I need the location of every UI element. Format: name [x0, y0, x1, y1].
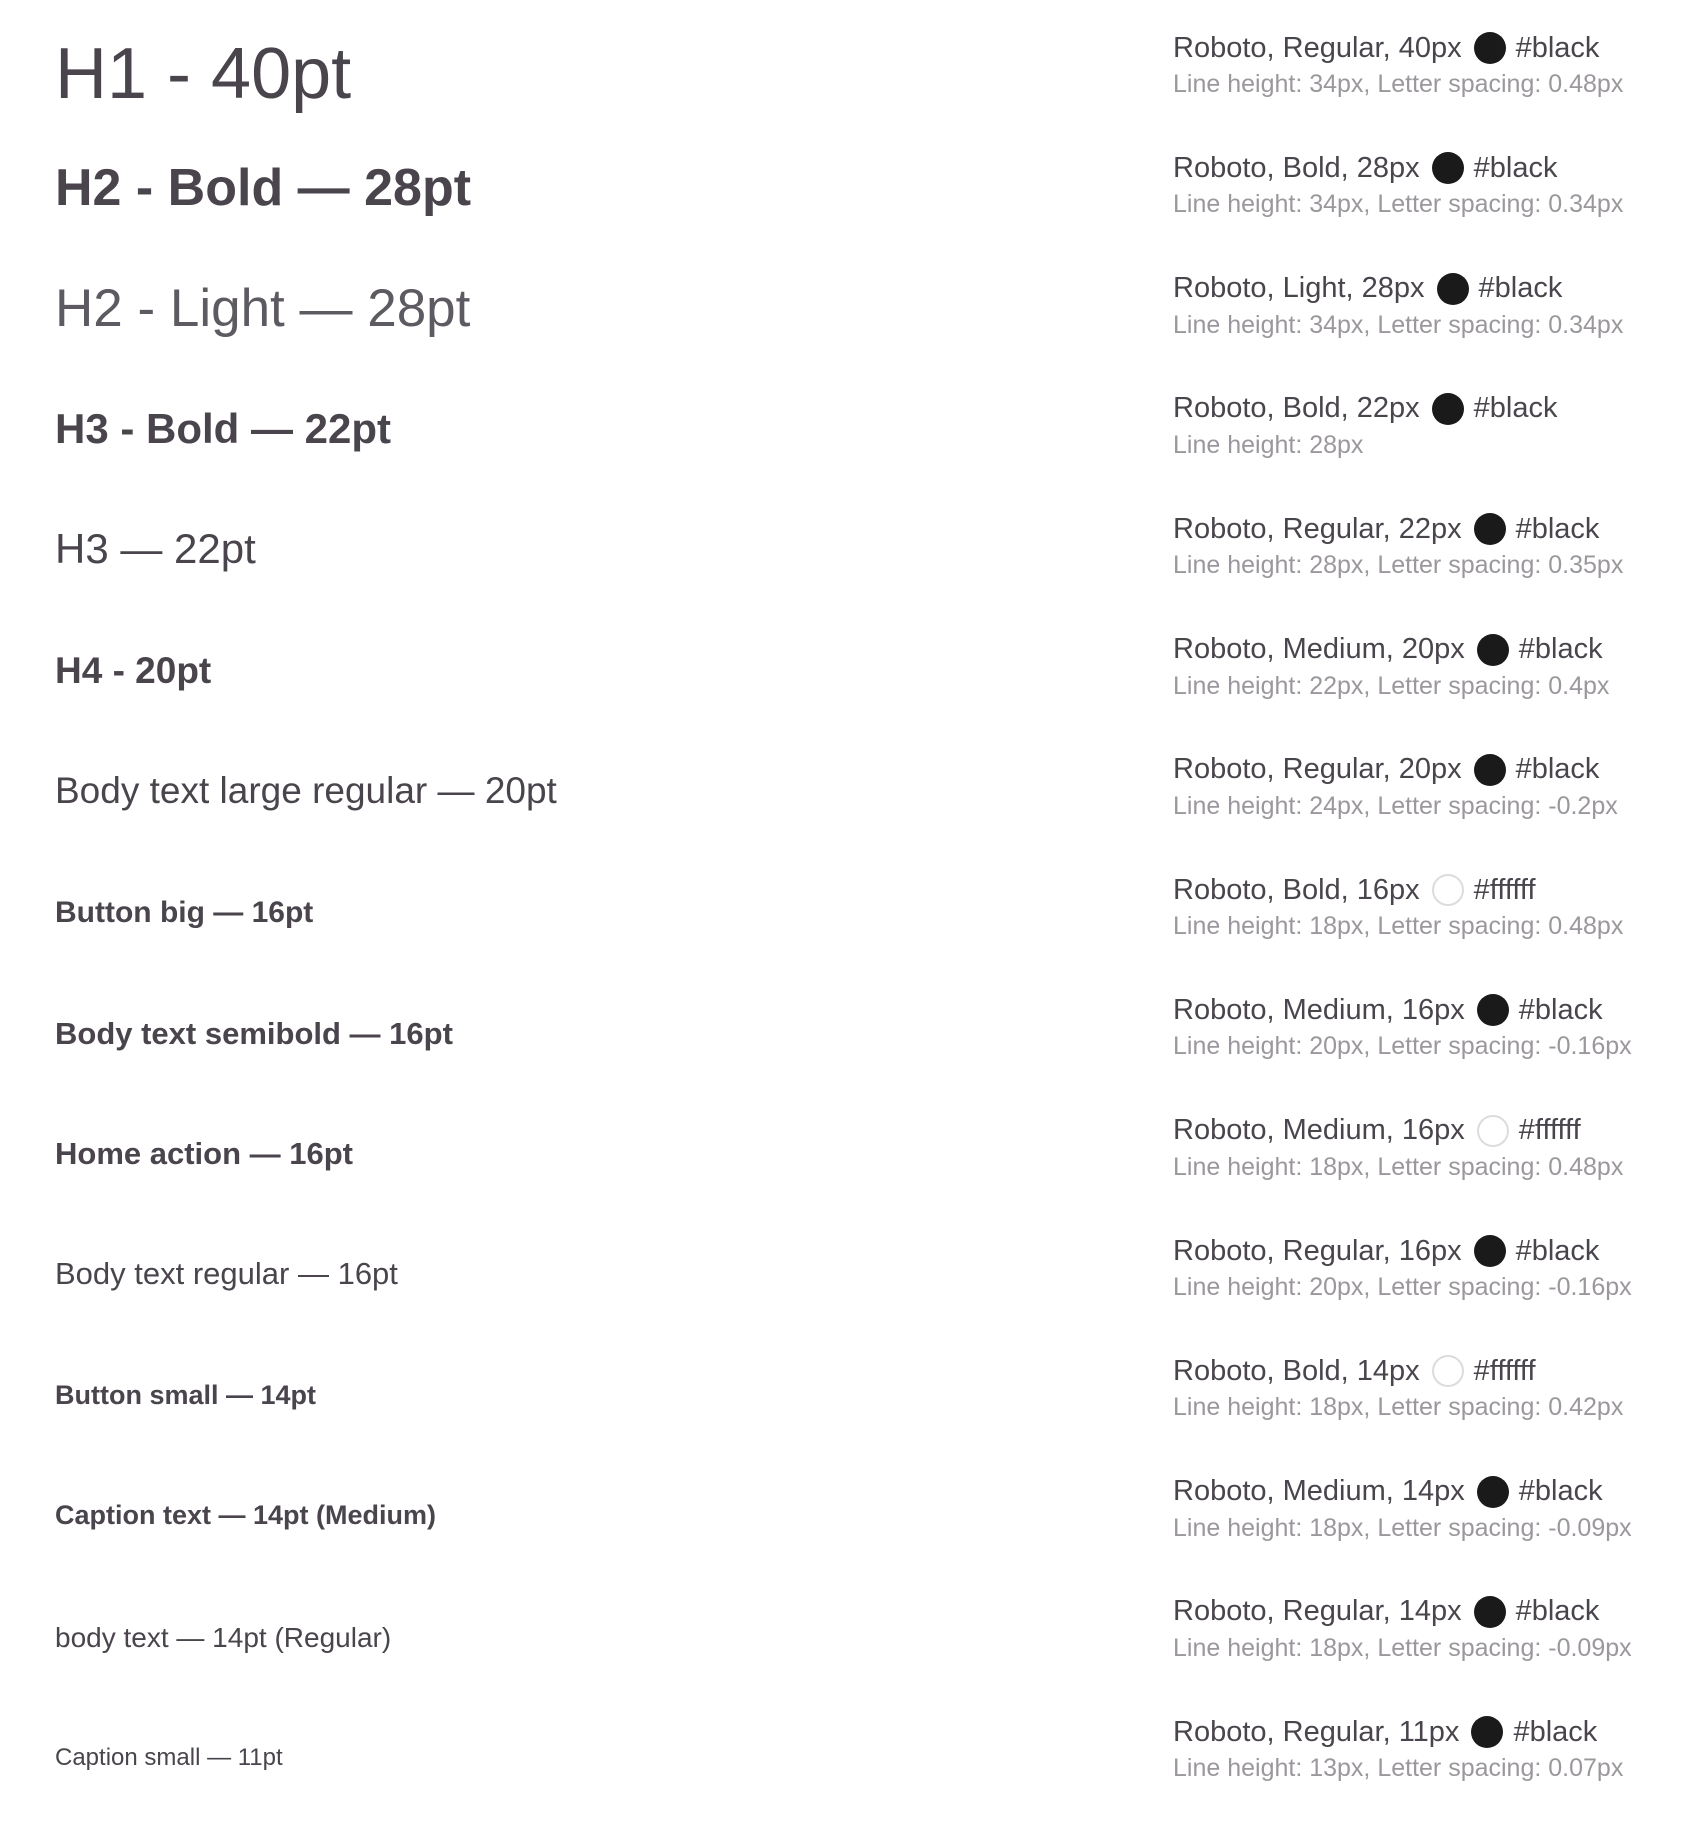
color-swatch-icon — [1474, 32, 1506, 64]
font-spec: Roboto, Regular, 22px — [1173, 512, 1462, 545]
typography-row — [0, 361, 1700, 481]
color-swatch-icon — [1437, 273, 1469, 305]
typography-row — [0, 1083, 1700, 1203]
font-spec: Roboto, Bold, 14px — [1173, 1354, 1420, 1387]
font-spec: Roboto, Medium, 16px — [1173, 1114, 1465, 1147]
color-name: #black — [1478, 272, 1563, 305]
color-swatch-icon — [1477, 994, 1509, 1026]
metrics-spec: Line height: 34px, Letter spacing: 0.48px — [1173, 70, 1624, 98]
color-name: #black — [1515, 1595, 1600, 1628]
color-name: #black — [1473, 151, 1558, 184]
metrics-spec: Line height: 18px, Letter spacing: 0.48px — [1173, 912, 1624, 941]
typography-row — [0, 842, 1700, 962]
type-sample: H2 - Bold — 28pt — [55, 158, 472, 217]
color-name: #black — [1515, 1234, 1600, 1267]
type-sample: Caption small — 11pt — [55, 1743, 283, 1771]
font-spec: Roboto, Bold, 22px — [1173, 392, 1420, 425]
font-spec: Roboto, Regular, 16px — [1173, 1234, 1462, 1267]
color-swatch-icon — [1477, 1476, 1509, 1508]
typography-row — [0, 120, 1700, 240]
color-swatch-icon — [1432, 152, 1464, 184]
font-spec-line — [1173, 630, 1693, 670]
type-spec — [1173, 1712, 1693, 1783]
color-swatch-icon — [1477, 1115, 1509, 1147]
typography-row — [0, 1444, 1700, 1564]
typography-row — [0, 602, 1700, 722]
font-spec-line — [1173, 1231, 1693, 1271]
font-spec: Roboto, Regular, 14px — [1173, 1595, 1462, 1628]
font-spec: Roboto, Bold, 28px — [1173, 151, 1420, 184]
type-spec — [1173, 1592, 1693, 1663]
font-spec: Roboto, Regular, 20px — [1173, 753, 1462, 786]
font-spec: Roboto, Regular, 40px — [1173, 31, 1462, 64]
type-spec — [1173, 870, 1693, 941]
type-sample: Button small — 14pt — [55, 1379, 317, 1410]
metrics-spec: Line height: 20px, Letter spacing: -0.16px — [1173, 1273, 1632, 1301]
color-swatch-icon — [1432, 874, 1464, 906]
metrics-spec: Line height: 22px, Letter spacing: 0.4px — [1173, 671, 1610, 700]
metrics-spec: Line height: 18px, Letter spacing: 0.48px — [1173, 1152, 1624, 1181]
font-spec-line — [1173, 990, 1693, 1030]
metrics-spec: Line height: 18px, Letter spacing: -0.09px — [1173, 1633, 1632, 1662]
font-spec-line — [1173, 1351, 1693, 1391]
font-spec-line — [1173, 389, 1693, 429]
type-sample: Body text semibold — 16pt — [55, 1015, 453, 1051]
color-swatch-icon — [1474, 754, 1506, 786]
font-spec-line — [1173, 269, 1693, 309]
font-spec: Roboto, Medium, 14px — [1173, 1475, 1465, 1508]
metrics-spec: Line height: 18px, Letter spacing: -0.09px — [1173, 1513, 1632, 1542]
color-name: #ffffff — [1473, 1354, 1536, 1387]
font-spec-line — [1173, 1111, 1693, 1151]
typography-row — [0, 481, 1700, 601]
type-sample: H3 - Bold — 22pt — [55, 404, 392, 452]
type-spec — [1173, 1472, 1693, 1543]
color-name: #black — [1515, 753, 1600, 786]
type-sample: Button big — 16pt — [55, 895, 314, 929]
font-spec-line — [1173, 1592, 1693, 1632]
type-spec — [1173, 1351, 1693, 1422]
type-spec — [1173, 750, 1693, 821]
font-spec: Roboto, Medium, 16px — [1173, 993, 1465, 1026]
type-sample: H4 - 20pt — [55, 650, 212, 691]
type-spec — [1173, 509, 1693, 580]
type-sample: Body text regular — 16pt — [55, 1256, 398, 1291]
type-sample: Caption text — 14pt (Medium) — [55, 1499, 437, 1530]
font-spec-line — [1173, 509, 1693, 549]
typography-row — [0, 241, 1700, 361]
color-name: #black — [1515, 31, 1600, 64]
color-swatch-icon — [1471, 1716, 1503, 1748]
typography-row — [0, 1323, 1700, 1443]
typography-row — [0, 722, 1700, 842]
metrics-spec: Line height: 34px, Letter spacing: 0.34px — [1173, 190, 1624, 219]
type-sample: Home action — 16pt — [55, 1135, 353, 1171]
font-spec-line — [1173, 750, 1693, 790]
type-spec — [1173, 630, 1693, 701]
color-swatch-icon — [1474, 513, 1506, 545]
typography-row — [0, 1203, 1700, 1323]
font-spec: Roboto, Medium, 20px — [1173, 633, 1465, 665]
type-sample: Body text large regular — 20pt — [55, 769, 557, 811]
metrics-spec: Line height: 24px, Letter spacing: -0.2px — [1173, 791, 1618, 820]
color-name: #black — [1518, 993, 1603, 1026]
type-sample: H3 — 22pt — [55, 524, 256, 572]
typography-row — [0, 1564, 1700, 1684]
color-swatch-icon — [1477, 634, 1509, 666]
color-name: #black — [1518, 1475, 1603, 1508]
color-swatch-icon — [1432, 393, 1464, 425]
type-spec — [1173, 269, 1693, 340]
color-swatch-icon — [1432, 1355, 1464, 1387]
color-name: #ffffff — [1473, 873, 1536, 906]
font-spec: Roboto, Bold, 16px — [1173, 873, 1420, 906]
type-spec — [1173, 148, 1693, 219]
type-spec — [1173, 28, 1693, 99]
typography-row — [0, 962, 1700, 1082]
type-spec — [1173, 1111, 1693, 1182]
color-name: #ffffff — [1518, 1114, 1581, 1147]
type-sample: H2 - Light — 28pt — [55, 278, 471, 338]
type-spec — [1173, 389, 1693, 460]
color-swatch-icon — [1474, 1596, 1506, 1628]
font-spec-line — [1173, 28, 1693, 68]
color-name: #black — [1515, 512, 1600, 545]
typography-row — [0, 0, 1700, 120]
font-spec: Roboto, Light, 28px — [1173, 272, 1425, 305]
font-spec-line — [1173, 870, 1693, 910]
color-name: #black — [1473, 392, 1558, 425]
metrics-spec: Line height: 34px, Letter spacing: 0.34px — [1173, 310, 1624, 339]
type-sample: body text — 14pt (Regular) — [55, 1621, 392, 1653]
metrics-spec: Line height: 18px, Letter spacing: 0.42px — [1173, 1393, 1624, 1422]
color-swatch-icon — [1474, 1235, 1506, 1267]
metrics-spec: Line height: 28px, Letter spacing: 0.35px — [1173, 551, 1624, 580]
type-sample: H1 - 40pt — [55, 34, 352, 114]
metrics-spec: Line height: 20px, Letter spacing: -0.16px — [1173, 1032, 1632, 1061]
type-spec — [1173, 1231, 1693, 1302]
font-spec-line — [1173, 1712, 1693, 1752]
type-spec — [1173, 990, 1693, 1061]
font-spec-line — [1173, 1472, 1693, 1512]
typography-row — [0, 1684, 1700, 1804]
color-name: #black — [1518, 633, 1603, 665]
font-spec-line — [1173, 148, 1693, 188]
metrics-spec: Line height: 13px, Letter spacing: 0.07px — [1173, 1754, 1624, 1783]
font-spec: Roboto, Regular, 11px — [1173, 1715, 1460, 1748]
metrics-spec: Line height: 28px — [1173, 430, 1364, 459]
color-name: #black — [1513, 1715, 1598, 1748]
